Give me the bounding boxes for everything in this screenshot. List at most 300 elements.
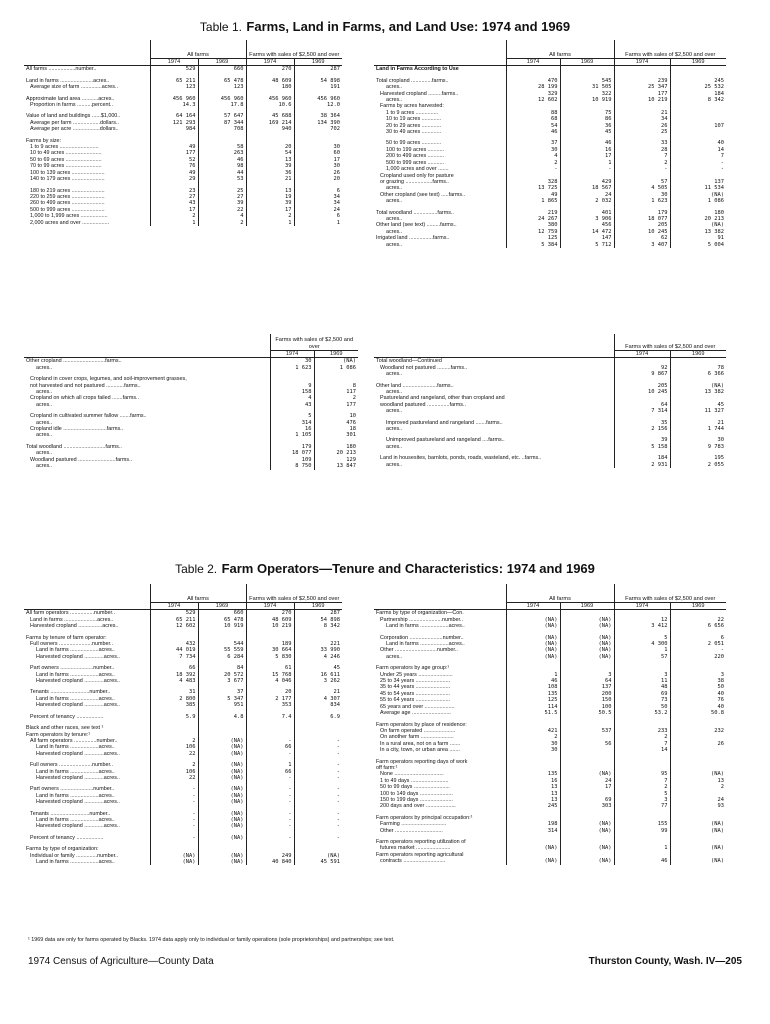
value-cell: 24 267 bbox=[506, 216, 560, 222]
value-cell: 39 bbox=[198, 200, 246, 206]
value-cell bbox=[614, 66, 670, 73]
value-cell: 57 bbox=[614, 654, 670, 660]
value-cell: 49 bbox=[150, 170, 198, 176]
value-cell: 287 bbox=[294, 610, 342, 617]
row-label: 100 to 199 acres ........... bbox=[386, 146, 445, 153]
table1-title bbox=[0, 18, 770, 36]
row-label: futures market ....................... bbox=[380, 845, 451, 852]
value-cell: 9 bbox=[270, 383, 314, 389]
value-cell bbox=[506, 66, 560, 73]
row-label: Land in farms ...................acres.. bbox=[36, 792, 115, 799]
row-label: Woodland not pastured .........farms.. bbox=[380, 364, 468, 371]
value-cell: 232 bbox=[670, 728, 726, 734]
row-label: Average age .......................... bbox=[380, 710, 451, 717]
table-row bbox=[374, 462, 726, 468]
value-cell: - bbox=[150, 817, 198, 823]
value-cell: 14 bbox=[670, 147, 726, 153]
value-cell: 44 bbox=[198, 170, 246, 176]
row-label: Land in Farms According to Use bbox=[376, 66, 459, 73]
t1r-year-c: 1974 bbox=[614, 59, 670, 66]
value-cell: 401 bbox=[560, 210, 614, 216]
value-cell: 9 867 bbox=[614, 371, 670, 377]
row-label: 65 years and over .................... bbox=[380, 703, 455, 710]
value-cell: (NA) bbox=[198, 775, 246, 781]
value-cell: 2 bbox=[198, 220, 246, 226]
row-label: All farm operators ...............number.. bbox=[30, 737, 118, 744]
value-cell: (NA) bbox=[670, 845, 726, 851]
value-cell: 65 211 bbox=[150, 617, 198, 623]
t1l-header-all: All farms bbox=[150, 40, 246, 59]
row-label: Other land (see text) .........farms.. bbox=[376, 222, 457, 229]
value-cell: 53.2 bbox=[614, 710, 670, 716]
table1-heading: Farms, Land in Farms, and Land Use: 1974 and 1969 bbox=[246, 19, 571, 34]
value-cell: 10 919 bbox=[198, 623, 246, 629]
value-cell: 37 bbox=[198, 689, 246, 695]
value-cell: 30 bbox=[614, 192, 670, 198]
value-cell: 2 bbox=[246, 213, 294, 219]
value-cell: 137 bbox=[560, 684, 614, 690]
row-label: acres.. bbox=[36, 450, 53, 457]
row-label: Improved pastureland and rangeland .......farms.. bbox=[386, 419, 503, 426]
value-cell: (NA) bbox=[198, 751, 246, 757]
value-cell: 314 bbox=[270, 420, 314, 426]
value-cell: 10 919 bbox=[560, 97, 614, 103]
value-cell: 7 bbox=[614, 778, 670, 784]
value-cell: 30 bbox=[670, 437, 726, 443]
value-cell: 2 bbox=[614, 784, 670, 790]
row-label: Full owners ......................number.. bbox=[30, 762, 113, 769]
value-cell: 24 bbox=[670, 797, 726, 803]
row-label: 180 to 219 acres ...................... bbox=[30, 187, 105, 194]
row-label: Farming .............................. bbox=[380, 821, 447, 828]
value-cell bbox=[670, 358, 726, 365]
value-cell: 76 bbox=[670, 697, 726, 703]
row-label: 260 to 499 acres ...................... bbox=[30, 200, 105, 207]
value-cell: 134 390 bbox=[294, 120, 342, 126]
value-cell: - bbox=[670, 166, 726, 172]
row-label: Percent of tenancy .................. bbox=[30, 834, 104, 841]
value-cell: 65 211 bbox=[150, 78, 198, 84]
value-cell: 62 bbox=[614, 235, 670, 241]
value-cell: - bbox=[246, 751, 294, 757]
t1l-year-a: 1974 bbox=[150, 59, 198, 66]
t1ll-year-b: 1969 bbox=[314, 351, 358, 358]
row-label: 70 to 99 acres ........................ bbox=[30, 163, 102, 170]
row-label: Farms by tenure of farm operator: bbox=[26, 634, 107, 641]
value-cell: 65 478 bbox=[198, 78, 246, 84]
row-label: acres.. bbox=[36, 364, 53, 371]
value-cell: 6 bbox=[670, 635, 726, 641]
row-label: Other ............................number.. bbox=[380, 647, 458, 654]
value-cell: 77 bbox=[614, 803, 670, 809]
row-label: 140 to 179 acres ...................... bbox=[30, 176, 105, 183]
value-cell: 2 032 bbox=[560, 198, 614, 204]
value-cell: 61 bbox=[246, 665, 294, 671]
row-label: 100 to 149 days ...................... bbox=[380, 790, 453, 797]
value-cell: 26 bbox=[614, 123, 670, 129]
value-cell: 2 051 bbox=[670, 641, 726, 647]
value-cell: 50 bbox=[614, 704, 670, 710]
value-cell: 17 bbox=[150, 207, 198, 213]
value-cell: (NA) bbox=[506, 654, 560, 660]
value-cell: 45 bbox=[670, 402, 726, 408]
value-cell: - bbox=[294, 744, 342, 750]
footer-county-page: Thurston County, Wash. IV—205 bbox=[588, 956, 742, 967]
row-label: Average size of farm ..............acres.. bbox=[30, 84, 118, 91]
row-label: acres.. bbox=[36, 432, 53, 439]
value-cell: 18 077 bbox=[270, 450, 314, 456]
value-cell: 129 bbox=[314, 457, 358, 463]
value-cell: 86 bbox=[560, 116, 614, 122]
row-label: acres.. bbox=[386, 443, 403, 450]
value-cell: 8 342 bbox=[670, 97, 726, 103]
value-cell: 5 384 bbox=[506, 242, 560, 248]
value-cell: (NA) bbox=[560, 641, 614, 647]
value-cell: 834 bbox=[294, 702, 342, 708]
value-cell: 30 664 bbox=[246, 647, 294, 653]
value-cell: 22 bbox=[150, 751, 198, 757]
value-cell: (NA) bbox=[670, 222, 726, 228]
value-cell: 5 004 bbox=[670, 242, 726, 248]
row-label: Full owners ......................number.. bbox=[30, 641, 113, 648]
value-cell: 40 bbox=[670, 691, 726, 697]
value-cell: 940 bbox=[246, 126, 294, 132]
table-row bbox=[24, 463, 358, 469]
value-cell: 20 572 bbox=[198, 672, 246, 678]
value-cell: 219 bbox=[506, 210, 560, 216]
table1-right-table bbox=[374, 40, 726, 248]
value-cell: 49 bbox=[150, 144, 198, 150]
value-cell: 4 246 bbox=[294, 654, 342, 660]
row-label: Land in farms ...................acres.. bbox=[36, 695, 115, 702]
row-label: Tenants ..........................number.. bbox=[30, 810, 111, 817]
value-cell: 2 bbox=[150, 213, 198, 219]
table1-lower-right-table bbox=[374, 334, 726, 468]
value-cell: (NA) bbox=[670, 383, 726, 389]
table2-heading: Farm Operators—Tenure and Characteristics: 1974 and 1969 bbox=[221, 561, 595, 576]
value-cell: 3 262 bbox=[294, 678, 342, 684]
value-cell: 4 307 bbox=[294, 696, 342, 702]
value-cell: 34 bbox=[294, 200, 342, 206]
value-cell: (NA) bbox=[560, 845, 614, 851]
value-cell: 27 bbox=[198, 194, 246, 200]
row-label: Harvested cropland .............acres.. bbox=[36, 774, 120, 781]
value-cell: 107 bbox=[670, 123, 726, 129]
value-cell: 50.8 bbox=[670, 710, 726, 716]
value-cell: 4 bbox=[198, 213, 246, 219]
value-cell: 2 bbox=[150, 762, 198, 768]
value-cell: 245 bbox=[506, 803, 560, 809]
row-label: Land in farms ...................acres.. bbox=[36, 647, 115, 654]
row-label: Harvested cropland ................acres.. bbox=[30, 623, 119, 630]
t1r-header-sales: Farms with sales of $2,500 and over bbox=[614, 40, 726, 59]
value-cell: (NA) bbox=[198, 793, 246, 799]
value-cell: - bbox=[294, 786, 342, 792]
value-cell: 4.8 bbox=[198, 714, 246, 720]
row-label: On another farm ...................... bbox=[380, 734, 454, 741]
value-cell: 17 bbox=[294, 157, 342, 163]
value-cell: 20 bbox=[246, 689, 294, 695]
value-cell: 28 bbox=[614, 147, 670, 153]
row-label: Farm operators by principal occupation:¹ bbox=[376, 814, 473, 821]
value-cell: 179 bbox=[614, 210, 670, 216]
value-cell: 49 bbox=[506, 192, 560, 198]
value-cell: (NA) bbox=[670, 192, 726, 198]
t1lr-year-b: 1969 bbox=[670, 351, 726, 358]
t2r-header-sales: Farms with sales of $2,500 and over bbox=[614, 584, 726, 603]
value-cell: 13 bbox=[506, 784, 560, 790]
value-cell: 36 bbox=[560, 123, 614, 129]
value-cell: (NA) bbox=[198, 738, 246, 744]
row-label: 500 to 999 acres ...................... bbox=[30, 206, 105, 213]
value-cell: 40 840 bbox=[246, 859, 294, 865]
value-cell: (NA) bbox=[560, 617, 614, 623]
value-cell bbox=[614, 358, 670, 365]
value-cell: 1 744 bbox=[670, 426, 726, 432]
value-cell: 322 bbox=[560, 91, 614, 97]
value-cell: 1 bbox=[614, 845, 670, 851]
value-cell: 2 055 bbox=[670, 462, 726, 468]
value-cell: 7 bbox=[614, 153, 670, 159]
row-label: Other ................................ bbox=[380, 827, 443, 834]
row-label: Pastureland and rangeland, other than cropland and bbox=[380, 395, 505, 402]
value-cell: 421 bbox=[506, 728, 560, 734]
value-cell: 25 532 bbox=[670, 84, 726, 90]
value-cell: 1 bbox=[294, 220, 342, 226]
row-label: Land in housesites, barnlots, ponds, roads, wasteland, etc. ..farms.. bbox=[380, 455, 542, 462]
value-cell: (NA) bbox=[198, 786, 246, 792]
value-cell: 2 bbox=[150, 738, 198, 744]
value-cell: 4 046 bbox=[246, 678, 294, 684]
row-label: acres.. bbox=[386, 228, 403, 235]
value-cell: 353 bbox=[246, 702, 294, 708]
value-cell: 476 bbox=[314, 420, 358, 426]
row-label: Under 25 years ....................... bbox=[380, 671, 453, 678]
value-cell: 24 bbox=[560, 192, 614, 198]
value-cell: 53 bbox=[198, 176, 246, 182]
row-label: 200 to 499 acres ........... bbox=[386, 153, 445, 160]
value-cell: - bbox=[294, 817, 342, 823]
value-cell: 20 bbox=[294, 176, 342, 182]
value-cell: 35 bbox=[614, 420, 670, 426]
row-label: In a rural area, not on a farm ....... bbox=[380, 740, 461, 747]
value-cell: 13 bbox=[506, 791, 560, 797]
value-cell: - bbox=[246, 799, 294, 805]
value-cell: 11 327 bbox=[670, 408, 726, 414]
value-cell: 456 960 bbox=[246, 96, 294, 102]
value-cell: 25 bbox=[614, 129, 670, 135]
value-cell: (NA) bbox=[560, 623, 614, 629]
value-cell: 169 214 bbox=[246, 120, 294, 126]
value-cell: (NA) bbox=[198, 853, 246, 859]
value-cell: (NA) bbox=[150, 853, 198, 859]
row-label: Farm operators by tenure:¹ bbox=[26, 731, 91, 738]
table-row bbox=[374, 66, 726, 73]
value-cell: (NA) bbox=[314, 358, 358, 365]
value-cell: - bbox=[150, 823, 198, 829]
value-cell: 8 bbox=[314, 383, 358, 389]
row-label: Land in farms ...................acres.. bbox=[36, 671, 115, 678]
value-cell: 660 bbox=[198, 610, 246, 617]
row-label: Black and other races, see text ¹ bbox=[26, 725, 104, 732]
row-label: acres.. bbox=[386, 389, 403, 396]
row-label: Land in farms ...................acres.. bbox=[36, 859, 115, 865]
value-cell: 287 bbox=[294, 66, 342, 73]
row-label: 50 to 69 acres ........................ bbox=[30, 156, 102, 163]
t2l-header-all: All farms bbox=[150, 584, 246, 603]
value-cell: 66 bbox=[150, 665, 198, 671]
row-label: Harvested cropland .........farms.. bbox=[380, 90, 459, 97]
value-cell: 19 bbox=[246, 194, 294, 200]
value-cell: 117 bbox=[314, 389, 358, 395]
value-cell: 200 bbox=[560, 691, 614, 697]
value-cell: 177 bbox=[614, 91, 670, 97]
value-cell: 16 bbox=[506, 778, 560, 784]
value-cell: 189 bbox=[246, 641, 294, 647]
row-label: 45 to 54 years ....................... bbox=[380, 690, 451, 697]
value-cell: 184 bbox=[670, 91, 726, 97]
row-label: acres.. bbox=[386, 653, 403, 660]
value-cell: - bbox=[246, 811, 294, 817]
value-cell: 64 bbox=[560, 678, 614, 684]
row-label: Part owners ......................number.. bbox=[30, 665, 115, 672]
value-cell bbox=[670, 610, 726, 617]
value-cell bbox=[560, 66, 614, 73]
value-cell: 984 bbox=[150, 126, 198, 132]
value-cell: 545 bbox=[560, 78, 614, 84]
value-cell: (NA) bbox=[670, 828, 726, 834]
row-label: Farms by acres harvested: bbox=[380, 103, 444, 110]
value-cell: 64 164 bbox=[150, 113, 198, 119]
value-cell: 10 245 bbox=[614, 389, 670, 395]
value-cell: 13 725 bbox=[506, 185, 560, 191]
value-cell: 180 bbox=[314, 444, 358, 450]
row-label: Farm operators reporting utilization of bbox=[376, 839, 466, 845]
value-cell: - bbox=[294, 751, 342, 757]
value-cell: 4 bbox=[270, 395, 314, 401]
value-cell: (NA) bbox=[670, 858, 726, 864]
value-cell: - bbox=[246, 775, 294, 781]
table-row bbox=[24, 610, 342, 617]
t2r-header-all: All farms bbox=[506, 584, 614, 603]
row-label: Woodland pastured .........................farms.. bbox=[30, 456, 133, 463]
value-cell: 98 bbox=[198, 163, 246, 169]
row-label: 10 to 49 acres ........................ bbox=[30, 150, 102, 157]
table1-left bbox=[24, 40, 342, 226]
value-cell: 7 bbox=[614, 741, 670, 747]
row-label: Irrigated land ................farms.. bbox=[376, 235, 450, 242]
value-cell: 30 bbox=[506, 147, 560, 153]
value-cell: 84 bbox=[198, 665, 246, 671]
value-cell: 3 906 bbox=[560, 216, 614, 222]
t2r-year-c: 1974 bbox=[614, 603, 670, 610]
row-label: Average per acre ..................dollars.. bbox=[30, 126, 119, 133]
value-cell: - bbox=[150, 811, 198, 817]
value-cell: 6.9 bbox=[294, 714, 342, 720]
value-cell: (NA) bbox=[150, 859, 198, 865]
value-cell: 2 bbox=[614, 734, 670, 740]
row-label: Land in farms ...................acres.. bbox=[386, 623, 465, 630]
value-cell: 4 300 bbox=[614, 641, 670, 647]
value-cell: 3 bbox=[614, 672, 670, 678]
value-cell: 4 483 bbox=[150, 678, 198, 684]
value-cell: 40 bbox=[670, 704, 726, 710]
value-cell: 123 bbox=[150, 84, 198, 90]
value-cell: 16 611 bbox=[294, 672, 342, 678]
t2l-year-b: 1969 bbox=[198, 603, 246, 610]
footnote: ¹ 1969 data are only for farms operated by Blacks. 1974 data apply only to individual or family operations (sole proprietorships) and partnerships; see text. bbox=[28, 937, 395, 943]
value-cell: 11 534 bbox=[670, 185, 726, 191]
value-cell: - bbox=[150, 799, 198, 805]
value-cell: 25 347 bbox=[614, 84, 670, 90]
value-cell bbox=[506, 610, 560, 617]
row-label: Harvested cropland .............acres.. bbox=[36, 799, 120, 806]
value-cell: 13 382 bbox=[670, 229, 726, 235]
value-cell: 12 602 bbox=[150, 623, 198, 629]
value-cell: 3 bbox=[560, 672, 614, 678]
value-cell: 12 602 bbox=[506, 97, 560, 103]
value-cell: 17 bbox=[560, 153, 614, 159]
value-cell: 13 847 bbox=[314, 463, 358, 469]
value-cell: 2 bbox=[506, 160, 560, 166]
value-cell: 21 bbox=[294, 689, 342, 695]
value-cell: 20 213 bbox=[670, 216, 726, 222]
value-cell: 191 bbox=[294, 84, 342, 90]
t2r-year-d: 1969 bbox=[670, 603, 726, 610]
row-label: Cropland used only for pasture bbox=[380, 172, 454, 179]
value-cell: (NA) bbox=[198, 823, 246, 829]
row-label: All farms ..................number.. bbox=[26, 66, 97, 73]
value-cell: 46 bbox=[560, 140, 614, 146]
value-cell: (NA) bbox=[560, 828, 614, 834]
value-cell: 16 bbox=[270, 426, 314, 432]
value-cell: 29 bbox=[150, 176, 198, 182]
value-cell: 2 931 bbox=[614, 462, 670, 468]
row-label: 100 to 139 acres ...................... bbox=[30, 169, 105, 176]
row-label: woodland pastured ...............farms.. bbox=[380, 401, 466, 408]
value-cell: (NA) bbox=[560, 821, 614, 827]
value-cell: 10 219 bbox=[614, 97, 670, 103]
table-row bbox=[24, 66, 342, 73]
value-cell: (NA) bbox=[294, 853, 342, 859]
row-label: acres.. bbox=[386, 408, 403, 415]
value-cell: 43 bbox=[270, 402, 314, 408]
value-cell: - bbox=[246, 786, 294, 792]
value-cell: 5 158 bbox=[614, 444, 670, 450]
value-cell: 60 bbox=[294, 150, 342, 156]
row-label: contracts ............................ bbox=[380, 858, 446, 865]
value-cell: 708 bbox=[198, 126, 246, 132]
value-cell: 121 293 bbox=[150, 120, 198, 126]
row-label: 2,000 acres and over .................. bbox=[30, 219, 110, 226]
table1-lower-left bbox=[24, 334, 358, 470]
value-cell: 27 bbox=[150, 194, 198, 200]
value-cell: 5 830 bbox=[246, 654, 294, 660]
value-cell: 69 bbox=[560, 797, 614, 803]
value-cell: 18 077 bbox=[614, 216, 670, 222]
value-cell: - bbox=[670, 160, 726, 166]
value-cell: - bbox=[246, 817, 294, 823]
value-cell: (NA) bbox=[506, 623, 560, 629]
t1l-year-b: 1969 bbox=[198, 59, 246, 66]
value-cell: 5 bbox=[270, 413, 314, 419]
value-cell: 57 bbox=[614, 179, 670, 185]
value-cell: (NA) bbox=[198, 762, 246, 768]
value-cell: 270 bbox=[246, 610, 294, 617]
value-cell: (NA) bbox=[198, 859, 246, 865]
value-cell: (NA) bbox=[198, 811, 246, 817]
value-cell: 3 bbox=[614, 797, 670, 803]
